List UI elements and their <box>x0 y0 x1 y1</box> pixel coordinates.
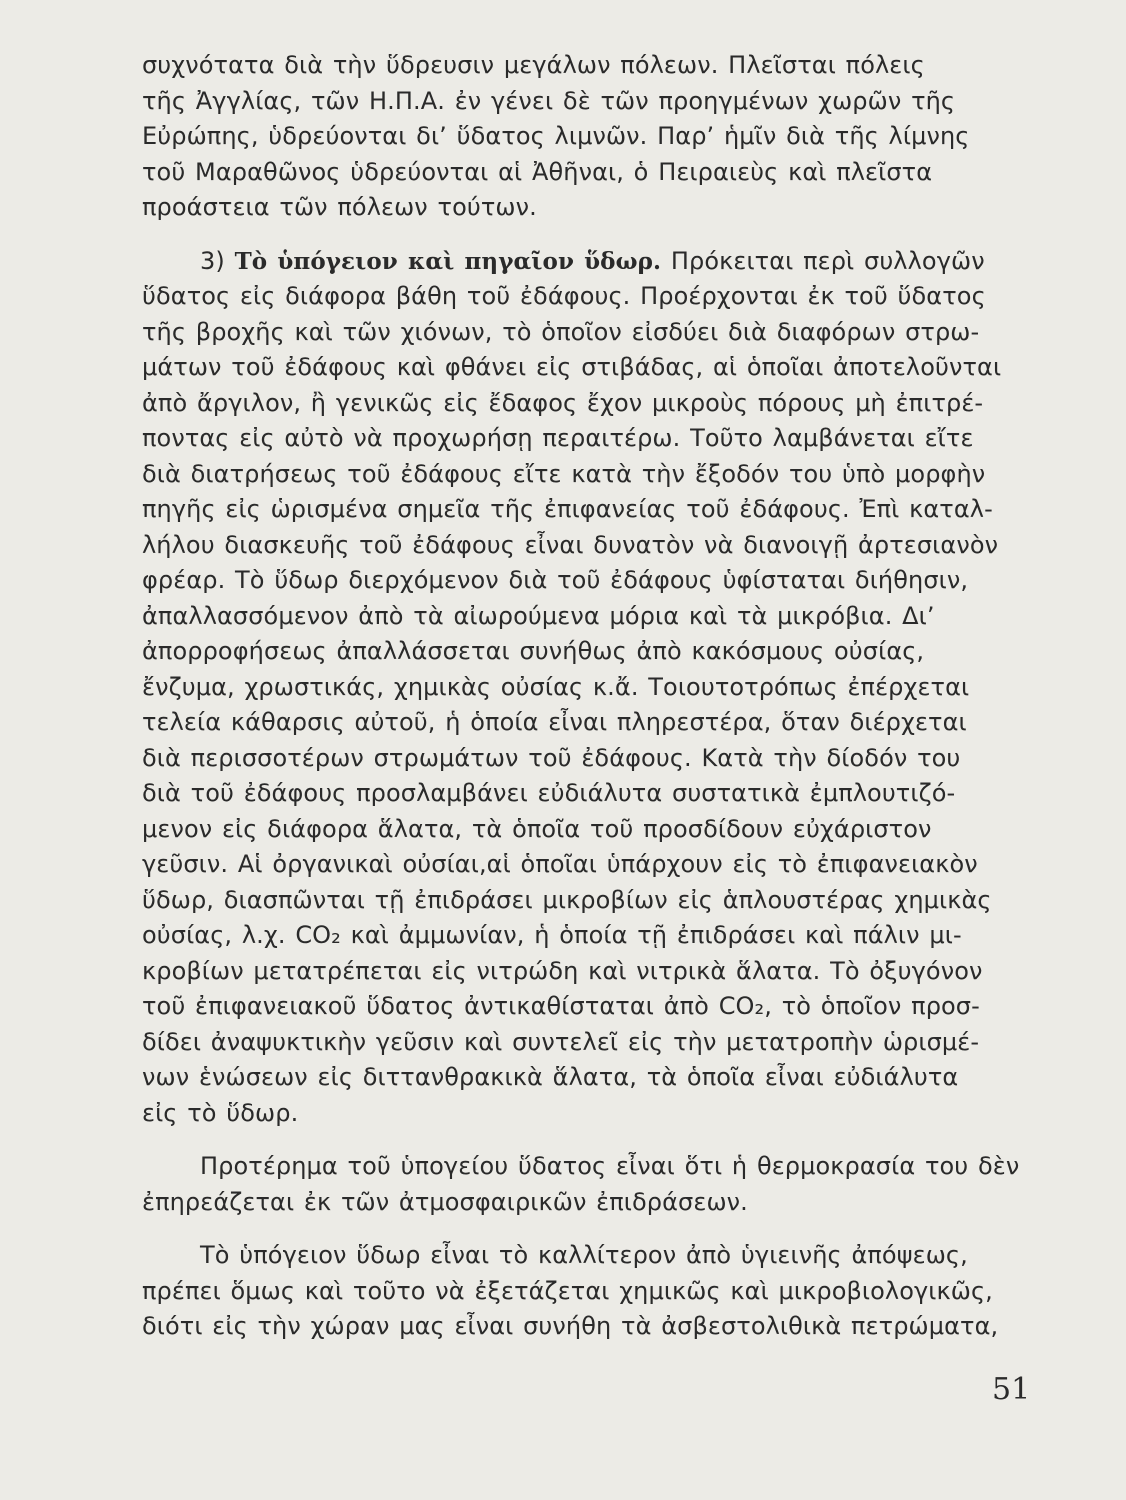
text-line: Τὸ ὑπόγειον ὕδωρ εἶναι τὸ καλλίτερον ἀπὸ ὑγιεινῆς ἀπόψεως, <box>200 1241 968 1269</box>
heading-line-text: Πρόκειται περὶ συλλογῶν <box>670 246 985 275</box>
paragraph-advantage <box>142 1149 1022 1220</box>
text-line: τοῦ Μαραθῶνος ὑδρεύονται αἱ Ἀθῆναι, ὁ Πειραιεὺς καὶ πλεῖστα <box>142 157 933 186</box>
text-line: τῆς βροχῆς καὶ τῶν χιόνων, τὸ ὁποῖον εἰσδύει διὰ διαφόρων στρω- <box>142 317 980 346</box>
text-line: λήλου διασκευῆς τοῦ ἐδάφους εἶναι δυνατὸν νὰ διανοιγῇ ἀρτεσιανὸν <box>142 530 999 559</box>
text-line: πρέπει ὅμως καὶ τοῦτο νὰ ἐξετάζεται χημικῶς καὶ μικροβιολογικῶς, <box>142 1276 993 1305</box>
section-heading: Τὸ ὑπόγειον καὶ πηγαῖον ὕδωρ. <box>234 247 662 275</box>
text-line: ὕδατος εἰς διάφορα βάθη τοῦ ἐδάφους. Προέρχονται ἐκ τοῦ ὕδατος <box>142 282 986 310</box>
text-line: ἀπὸ ἄργιλον, ἢ γενικῶς εἰς ἔδαφος ἔχον μικροὺς πόρους μὴ ἐπιτρέ- <box>142 388 984 417</box>
text-line: τοῦ ἐπιφανειακοῦ ὕδατος ἀντικαθίσταται ἀπὸ CO₂, τὸ ὁποῖον προσ- <box>142 992 980 1020</box>
section-number: 3) <box>200 246 225 275</box>
page-number: 51 <box>992 1372 1031 1407</box>
text-line: ἀπορροφήσεως ἀπαλλάσσεται συνήθως ἀπὸ κακόσμους οὐσίας, <box>142 637 925 665</box>
text-line: νων ἑνώσεων εἰς διττανθρακικὰ ἅλατα, τὰ ὁποῖα εἶναι εὐδιάλυτα <box>142 1063 959 1091</box>
text-line: ποντας εἰς αὐτὸ νὰ προχωρήσῃ περαιτέρω. Τοῦτο λαμβάνεται εἴτε <box>142 424 974 452</box>
text-line: προάστεια τῶν πόλεων τούτων. <box>142 193 537 221</box>
text-line: γεῦσιν. Αἱ ὀργανικαὶ οὐσίαι,αἱ ὁποῖαι ὑπάρχουν εἰς τὸ ἐπιφανειακὸν <box>142 850 978 878</box>
paragraph-lake-water <box>142 48 1022 226</box>
section-heading-line <box>142 244 1022 280</box>
text-line: μενον εἰς διάφορα ἅλατα, τὰ ὁποῖα τοῦ προσδίδουν εὐχάριστον <box>142 814 932 843</box>
text-line: ἐπηρεάζεται ἐκ τῶν ἀτμοσφαιρικῶν ἐπιδράσεων. <box>142 1187 748 1216</box>
page-body <box>142 48 1022 1345</box>
text-line: διὰ διατρήσεως τοῦ ἐδάφους εἴτε κατὰ τὴν ἔξοδόν του ὑπὸ μορφὴν <box>142 459 986 488</box>
text-line: ἔνζυμα, χρωστικάς, χημικὰς οὐσίας κ.ἄ. Τοιουτοτρόπως ἐπέρχεται <box>142 672 970 701</box>
text-line: διὰ τοῦ ἐδάφους προσλαμβάνει εὐδιάλυτα συστατικὰ ἐμπλουτιζό- <box>142 779 956 807</box>
text-line: φρέαρ. Τὸ ὕδωρ διερχόμενον διὰ τοῦ ἐδάφους ὑφίσταται διήθησιν, <box>142 566 969 594</box>
text-line: Εὐρώπης, ὑδρεύονται δι’ ὕδατος λιμνῶν. Παρ’ ἡμῖν διὰ τῆς λίμνης <box>142 122 970 150</box>
text-line: δίδει ἀναψυκτικὴν γεῦσιν καὶ συντελεῖ εἰς τὴν μετατροπὴν ὡρισμέ- <box>142 1027 980 1056</box>
text-line: Προτέρημα τοῦ ὑπογείου ὕδατος εἶναι ὅτι ἡ θερμοκρασία του δὲν <box>200 1152 1020 1180</box>
text-line: τελεία κάθαρσις αὐτοῦ, ἡ ὁποία εἶναι πληρεστέρα, ὅταν διέρχεται <box>142 708 967 736</box>
text-line: ἀπαλλασσόμενον ἀπὸ τὰ αἰωρούμενα μόρια καὶ τὰ μικρόβια. Δι’ <box>142 601 935 630</box>
text-line: τῆς Ἀγγλίας, τῶν Η.Π.Α. ἐν γένει δὲ τῶν προηγμένων χωρῶν τῆς <box>142 86 956 115</box>
text-line: μάτων τοῦ ἐδάφους καὶ φθάνει εἰς στιβάδας, αἱ ὁποῖαι ἀποτελοῦνται <box>142 353 1002 381</box>
text-line: διότι εἰς τὴν χώραν μας εἶναι συνήθη τὰ ἀσβεστολιθικὰ πετρώματα, <box>142 1312 999 1340</box>
section-underground-water <box>142 244 1022 1132</box>
text-line: ὕδωρ, διασπῶνται τῇ ἐπιδράσει μικροβίων εἰς ἁπλουστέρας χημικὰς <box>142 885 992 914</box>
text-line: συχνότατα διὰ τὴν ὕδρευσιν μεγάλων πόλεων. Πλεῖσται πόλεις <box>142 51 925 79</box>
text-line: εἰς τὸ ὕδωρ. <box>142 1098 299 1127</box>
text-line: πηγῆς εἰς ὡρισμένα σημεῖα τῆς ἐπιφανείας τοῦ ἐδάφους. Ἐπὶ καταλ- <box>142 495 993 523</box>
paragraph-hygiene <box>142 1238 1022 1345</box>
text-line: κροβίων μετατρέπεται εἰς νιτρώδη καὶ νιτρικὰ ἅλατα. Τὸ ὀξυγόνον <box>142 956 983 985</box>
text-line: οὐσίας, λ.χ. CO₂ καὶ ἀμμωνίαν, ἡ ὁποία τῇ ἐπιδράσει καὶ πάλιν μι- <box>142 921 962 949</box>
text-line: διὰ περισσοτέρων στρωμάτων τοῦ ἐδάφους. Κατὰ τὴν δίοδόν του <box>142 743 961 772</box>
